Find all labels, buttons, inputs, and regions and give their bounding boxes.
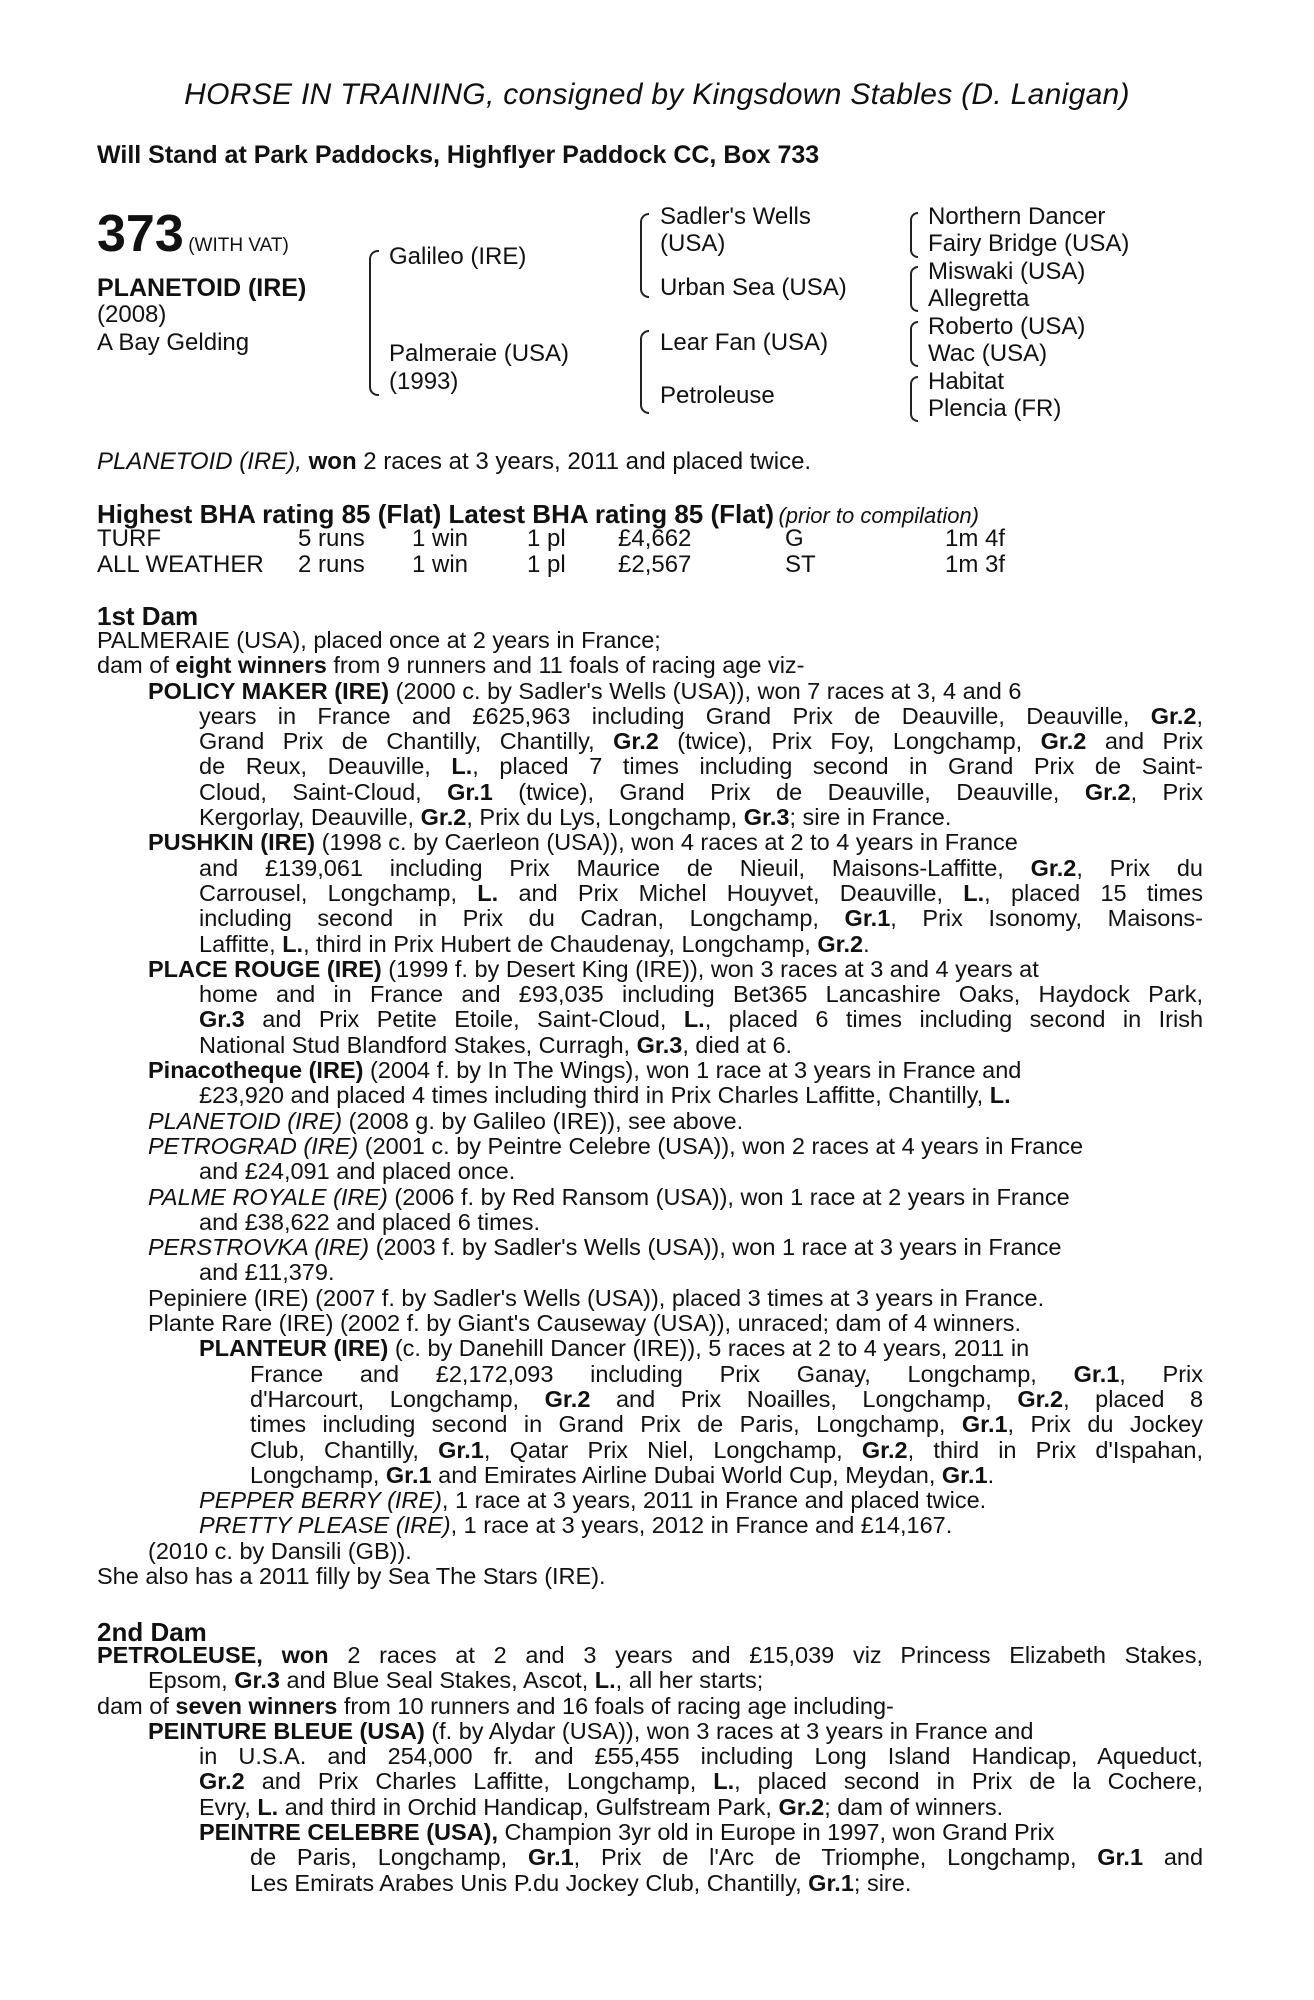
text-line (250, 1387, 1203, 1412)
text-run: L. (713, 1769, 735, 1795)
text-line (199, 1795, 1203, 1820)
text-run: won (308, 448, 357, 475)
text-line (199, 805, 1203, 830)
text-run: and (1163, 1845, 1203, 1871)
text-line (250, 1412, 1203, 1437)
text-run: Gr.1 (385, 1461, 432, 1488)
produce-policy-maker (148, 679, 1203, 831)
produce-pepper-berry (199, 1488, 1203, 1513)
produce-pushkin (148, 830, 1203, 956)
text-line (250, 1438, 1203, 1463)
horse-description: A Bay Gelding (97, 329, 250, 356)
text-line (148, 679, 1203, 704)
pedigree-ancestor: Habitat (928, 368, 1005, 395)
text-run: (f. by Alydar (USA)), won 3 races at 3 years in France and (431, 1717, 1034, 1744)
text-run: (2001 c. by Peintre Celebre (USA)), won 2 races at 4 years in France (364, 1132, 1084, 1159)
text-run: G (785, 525, 804, 552)
lot-number-row (97, 204, 289, 264)
sire-sire-country: (USA) (660, 230, 726, 257)
text-run: dam of (97, 1692, 169, 1719)
text-run: 2 runs (298, 551, 365, 578)
dam-dam: Petroleuse (660, 382, 775, 409)
text-run: Cloud, Saint-Cloud, (199, 779, 422, 805)
text-run: PLANETOID (IRE) (148, 1107, 343, 1134)
text-run: , Prix du Jockey (1007, 1412, 1203, 1438)
text-line (250, 1871, 1203, 1896)
text-run: and third in Orchid Handicap, Gulfstream Park, (284, 1793, 772, 1820)
produce-plante-rare: Plante Rare (IRE) (2002 f. by Giant's Causeway (USA)), unraced; dam of 4 winners. (148, 1310, 1022, 1337)
text-run: , Prix (1119, 1361, 1203, 1387)
text-run: . (863, 930, 870, 957)
sire-dam: Urban Sea (USA) (660, 274, 847, 301)
text-run: , 1 race at 3 years, 2011 in France and placed twice. (441, 1487, 987, 1514)
text-run: in U.S.A. and 254,000 fr. and £55,455 including Long Island Handicap, Aqueduct, (199, 1744, 1203, 1770)
text-run: TURF (97, 525, 161, 552)
text-run: PETROGRAD (IRE) (148, 1132, 359, 1159)
text-run: Kergorlay, Deauville, (199, 804, 415, 831)
text-run: and Blue Seal Stakes, Ascot, (286, 1667, 589, 1694)
pedigree-brace (640, 213, 649, 298)
pedigree-brace (910, 376, 918, 422)
text-run: Gr.2 (1150, 703, 1197, 729)
text-run: Gr.2 (1030, 855, 1077, 881)
text-run: £2,567 (618, 551, 692, 578)
pedigree-ancestor: Fairy Bridge (USA) (928, 230, 1130, 257)
text-run: L. (451, 754, 473, 780)
text-run: including second in Prix du Cadran, Longchamp, (199, 906, 819, 932)
sire-name: Galileo (IRE) (389, 243, 527, 270)
pedigree-brace (369, 250, 379, 396)
text-run: and Prix (1104, 729, 1203, 755)
text-run: Gr.1 (808, 1869, 854, 1896)
text-run: Gr.2 (420, 804, 467, 831)
pedigree-ancestor: Wac (USA) (928, 340, 1048, 367)
produce-planteur (199, 1336, 1203, 1488)
text-run: (2004 f. by In The Wings), won 1 race at 3 years in France and (369, 1057, 1022, 1084)
text-line (199, 1820, 1203, 1845)
text-run: Gr.2 (544, 1386, 591, 1412)
text-run: (twice), Prix Foy, Longchamp, (677, 729, 1023, 755)
text-line (148, 1668, 1203, 1693)
text-line (97, 1643, 1203, 1668)
text-run: Epsom, (148, 1667, 228, 1694)
text-run: , Qatar Prix Niel, Longchamp, (483, 1437, 843, 1463)
text-run: 1 win (412, 551, 469, 578)
text-run: and £139,061 including Prix Maurice de Nieuil, Maisons-Laffitte, (199, 855, 1004, 881)
text-line (199, 729, 1203, 754)
text-run: and £38,622 and placed 6 times. (199, 1208, 541, 1235)
produce-planetoid (148, 1109, 1203, 1134)
produce-pepiniere: Pepiniere (IRE) (2007 f. by Sadler's Wells (USA)), placed 3 times at 3 years in France. (148, 1284, 1045, 1311)
text-run: Gr.1 (527, 1845, 574, 1871)
pedigree-ancestor: Allegretta (928, 285, 1030, 312)
text-line (148, 957, 1203, 982)
pedigree-brace (910, 321, 918, 367)
text-run: Champion 3yr old in Europe in 1997, won Grand Prix (504, 1819, 1055, 1846)
text-run: , Prix du Lys, Longchamp, (466, 804, 738, 831)
text-line (199, 881, 1203, 906)
text-run: PERSTROVKA (IRE) (148, 1234, 370, 1261)
text-run: (1998 c. by Caerleon (USA)), won 4 races at 2 to 4 years in France (321, 829, 1018, 856)
text-run: eight winners (175, 652, 327, 679)
second-dam-heading: 2nd Dam (97, 1617, 207, 1647)
text-run: (1999 f. by Desert King (IRE)), won 3 races at 3 and 4 years at (388, 955, 1039, 982)
text-run: Gr.2 (199, 1769, 245, 1795)
text-run: Grand Prix de Chantilly, Chantilly, (199, 729, 595, 755)
text-line (199, 754, 1203, 779)
first-dam-heading: 1st Dam (97, 601, 199, 631)
text-run: (2000 c. by Sadler's Wells (USA)), won 7 races at 3, 4 and 6 (395, 677, 1022, 704)
consignor-heading: HORSE IN TRAINING, consigned by Kingsdown Stables (D. Lanigan) (184, 78, 1130, 111)
text-line (250, 1362, 1203, 1387)
text-run: (c. by Danehill Dancer (IRE)), 5 races at 2 to 4 years, 2011 in (394, 1335, 1030, 1362)
text-line (148, 1719, 1203, 1744)
text-run: PETROLEUSE, (97, 1643, 263, 1668)
text-run: POLICY MAKER (IRE) (148, 677, 390, 704)
text-run: , died at 6. (682, 1031, 793, 1058)
text-line (199, 982, 1203, 1007)
text-run: L. (594, 1667, 616, 1694)
text-line (199, 906, 1203, 931)
text-run: d'Harcourt, Longchamp, (250, 1386, 520, 1412)
text-run: , Prix (1130, 779, 1203, 805)
text-run: Les Emirats Arabes Unis P.du Jockey Club, Chantilly, (250, 1869, 802, 1896)
text-line (199, 1769, 1203, 1794)
text-run: ST (785, 551, 816, 578)
produce-palme-royale (148, 1185, 1203, 1236)
produce-2010-colt: (2010 c. by Dansili (GB)). (148, 1537, 412, 1564)
text-run: , placed 7 times including second in Grand Prix de Saint- (472, 754, 1203, 780)
text-run: Gr.2 (817, 930, 864, 957)
text-run: PLACE ROUGE (IRE) (148, 955, 382, 982)
text-run: ALL WEATHER (97, 551, 264, 578)
text-run: £4,662 (618, 525, 692, 552)
produce-2011-filly: She also has a 2011 filly by Sea The Stars (IRE). (97, 1562, 606, 1589)
text-run: (twice), Grand Prix de Deauville, Deauville, (518, 779, 1060, 805)
text-run: L. (963, 880, 985, 906)
text-run: , Prix Isonomy, Maisons- (890, 906, 1203, 932)
text-line (199, 704, 1203, 729)
text-run: , Prix du (1076, 855, 1203, 881)
text-run: Gr.1 (961, 1412, 1008, 1438)
text-run: and Prix Charles Laffitte, Longchamp, (261, 1769, 697, 1795)
text-run: years in France and £625,963 including Grand Prix de Deauville, Deauville, (199, 703, 1130, 729)
pedigree-brace (910, 212, 918, 258)
text-run: (2008 g. by Galileo (IRE)), see above. (348, 1107, 744, 1134)
text-run: National Stud Blandford Stakes, Curragh, (199, 1031, 631, 1058)
text-run: 1 pl (527, 525, 566, 552)
text-run: L. (989, 1082, 1011, 1109)
text-run: PLANETOID (IRE), (97, 448, 302, 475)
text-run: PLANTEUR (IRE) (199, 1335, 389, 1362)
text-run: , placed 6 times including second in Irish (704, 1007, 1203, 1033)
text-run: L. (282, 930, 304, 957)
text-line (199, 1033, 1203, 1058)
text-line (97, 1694, 1203, 1719)
text-line (199, 1083, 1203, 1108)
pedigree-brace (910, 266, 918, 312)
text-run: . (987, 1461, 995, 1488)
text-run: Highest BHA rating 85 (Flat) Latest BHA rating 85 (Flat) (97, 499, 775, 529)
vat-note: (WITH VAT) (188, 235, 289, 256)
text-run: Longchamp, (250, 1461, 380, 1488)
text-run: and Emirates Airline Dubai World Cup, Meydan, (438, 1461, 936, 1488)
text-run: (2006 f. by Red Ransom (USA)), won 1 race at 2 years in France (394, 1183, 1070, 1210)
text-run: and Prix Michel Houyvet, Deauville, (518, 880, 943, 906)
first-dam-section (97, 628, 1203, 1589)
stand-location: Will Stand at Park Paddocks, Highflyer Paddock CC, Box 733 (97, 141, 820, 169)
text-line (199, 1007, 1203, 1032)
text-run: 1 pl (527, 551, 566, 578)
text-run: 1 win (412, 525, 469, 552)
text-run: Gr.3 (743, 804, 790, 831)
text-run: de Reux, Deauville, (199, 754, 431, 780)
produce-peintre-celebre (199, 1820, 1203, 1896)
text-run: 2 races at 3 years, 2011 and placed twice. (363, 448, 812, 475)
pedigree-ancestor: Miswaki (USA) (928, 258, 1086, 285)
text-run: 1m 3f (945, 551, 1006, 578)
text-run: won (281, 1643, 329, 1668)
produce-pinacotheque (148, 1058, 1203, 1109)
text-run: Club, Chantilly, (250, 1437, 419, 1463)
text-run: Gr.2 (1040, 729, 1087, 755)
text-run: Gr.1 (447, 779, 493, 805)
text-run: PALME ROYALE (IRE) (148, 1183, 388, 1210)
text-run: France and £2,172,093 including Prix Ganay, Longchamp, (250, 1361, 1037, 1387)
text-run: from 9 runners and 11 foals of racing age viz- (333, 652, 805, 679)
text-run: and £11,379. (199, 1259, 335, 1286)
text-line (250, 1463, 1203, 1488)
text-run: , 1 race at 3 years, 2012 in France and £14,167. (450, 1512, 953, 1539)
dam-name: Palmeraie (USA) (389, 340, 570, 367)
text-run: Gr.1 (941, 1461, 988, 1488)
text-run: dam of (97, 652, 169, 679)
text-run: Gr.1 (1097, 1845, 1144, 1871)
text-run: ; sire. (853, 1869, 912, 1896)
race-summary (97, 448, 811, 476)
text-line (250, 1845, 1203, 1870)
sire-sire: Sadler's Wells (660, 203, 811, 230)
text-run: times including second in Grand Prix de Paris, Longchamp, (250, 1412, 946, 1438)
dam-year: (1993) (389, 368, 459, 395)
text-run: seven winners (175, 1692, 338, 1719)
dam-sire: Lear Fan (USA) (660, 329, 829, 356)
text-run: , placed 8 (1063, 1386, 1203, 1412)
text-run: Gr.3 (199, 1007, 245, 1033)
pedigree-brace (640, 330, 649, 414)
text-run: Gr.2 (778, 1793, 825, 1820)
pedigree-ancestor: Northern Dancer (928, 203, 1106, 230)
text-line (148, 830, 1203, 855)
text-run: , third in Prix d'Ispahan, (907, 1437, 1203, 1463)
text-run: £23,920 and placed 4 times including third in Prix Charles Laffitte, Chantilly, (199, 1082, 984, 1109)
text-run: and Prix Petite Etoile, Saint-Cloud, (262, 1007, 667, 1033)
text-run: (2003 f. by Sadler's Wells (USA)), won 1 race at 3 years in France (375, 1234, 1062, 1261)
text-run: Laffitte, (199, 930, 276, 957)
text-run: PEINTRE CELEBRE (USA), (199, 1819, 498, 1846)
text-line (199, 932, 1203, 957)
text-line (148, 1058, 1203, 1083)
produce-peinture-bleue (148, 1719, 1203, 1820)
text-run: and Prix Noailles, Longchamp, (615, 1386, 992, 1412)
text-line (199, 856, 1203, 881)
text-run: Gr.2 (861, 1437, 908, 1463)
text-run: Gr.2 (1084, 779, 1131, 805)
text-run: 2 races at 2 and 3 years and £15,039 viz Princess Elizabeth Stakes, (347, 1643, 1203, 1668)
text-run: Gr.3 (234, 1667, 280, 1694)
produce-pretty-please (199, 1513, 1203, 1538)
pedigree-ancestor: Plencia (FR) (928, 395, 1062, 422)
text-run: Gr.3 (636, 1031, 683, 1058)
text-run: Pinacotheque (IRE) (148, 1057, 364, 1084)
produce-petrograd (148, 1134, 1203, 1185)
horse-name: PLANETOID (IRE) (97, 274, 307, 302)
text-run: ; dam of winners. (824, 1793, 1004, 1820)
horse-year: (2008) (97, 301, 167, 328)
text-run: L. (683, 1007, 705, 1033)
text-run: PRETTY PLEASE (IRE) (199, 1512, 451, 1539)
text-line (148, 1185, 1203, 1210)
text-run: (prior to compilation) (778, 503, 979, 528)
produce-place-rouge (148, 957, 1203, 1058)
text-run: , Prix de l'Arc de Triomphe, Longchamp, (573, 1845, 1077, 1871)
text-run: L. (257, 1793, 279, 1820)
text-run: 5 runs (298, 525, 365, 552)
text-line (97, 653, 1203, 678)
text-line (148, 1235, 1203, 1260)
pedigree-ancestor: Roberto (USA) (928, 313, 1086, 340)
text-line (199, 780, 1203, 805)
text-run: Gr.1 (438, 1437, 484, 1463)
text-run: ; sire in France. (789, 804, 952, 831)
text-line (148, 1109, 1203, 1134)
text-run: PALMERAIE (USA), placed once at 2 years in France; (97, 627, 661, 653)
lot-number: 373 (97, 205, 184, 263)
text-run: , placed 15 times (984, 880, 1203, 906)
text-run: , third in Prix Hubert de Chaudenay, Longchamp, (303, 930, 811, 957)
text-run: PEINTURE BLEUE (USA) (148, 1717, 425, 1744)
text-run: Gr.1 (1073, 1361, 1120, 1387)
text-run: PUSHKIN (IRE) (148, 829, 316, 856)
text-run: home and in France and £93,035 including Bet365 Lancashire Oaks, Haydock Park, (199, 982, 1203, 1008)
produce-perstrovka (148, 1235, 1203, 1286)
text-run: , (1196, 703, 1203, 729)
text-run: , placed second in Prix de la Cochere, (734, 1769, 1203, 1795)
text-line (199, 1336, 1203, 1361)
text-line (148, 1134, 1203, 1159)
second-dam-section (97, 1643, 1203, 1896)
text-run: Gr.2 (1017, 1386, 1064, 1412)
text-run: Gr.1 (844, 906, 891, 932)
text-run: and £24,091 and placed once. (199, 1158, 516, 1185)
text-run: de Paris, Longchamp, (250, 1845, 508, 1871)
text-line (199, 1744, 1203, 1769)
text-run: 1m 4f (945, 525, 1006, 552)
text-run: PEPPER BERRY (IRE) (199, 1487, 442, 1514)
text-run: L. (477, 880, 499, 906)
text-run: Carrousel, Longchamp, (199, 880, 458, 906)
text-run: , all her starts; (615, 1667, 764, 1694)
text-run: Evry, (199, 1793, 251, 1820)
text-run: from 10 runners and 16 foals of racing age including- (343, 1692, 894, 1719)
text-run: Gr.2 (613, 729, 659, 755)
